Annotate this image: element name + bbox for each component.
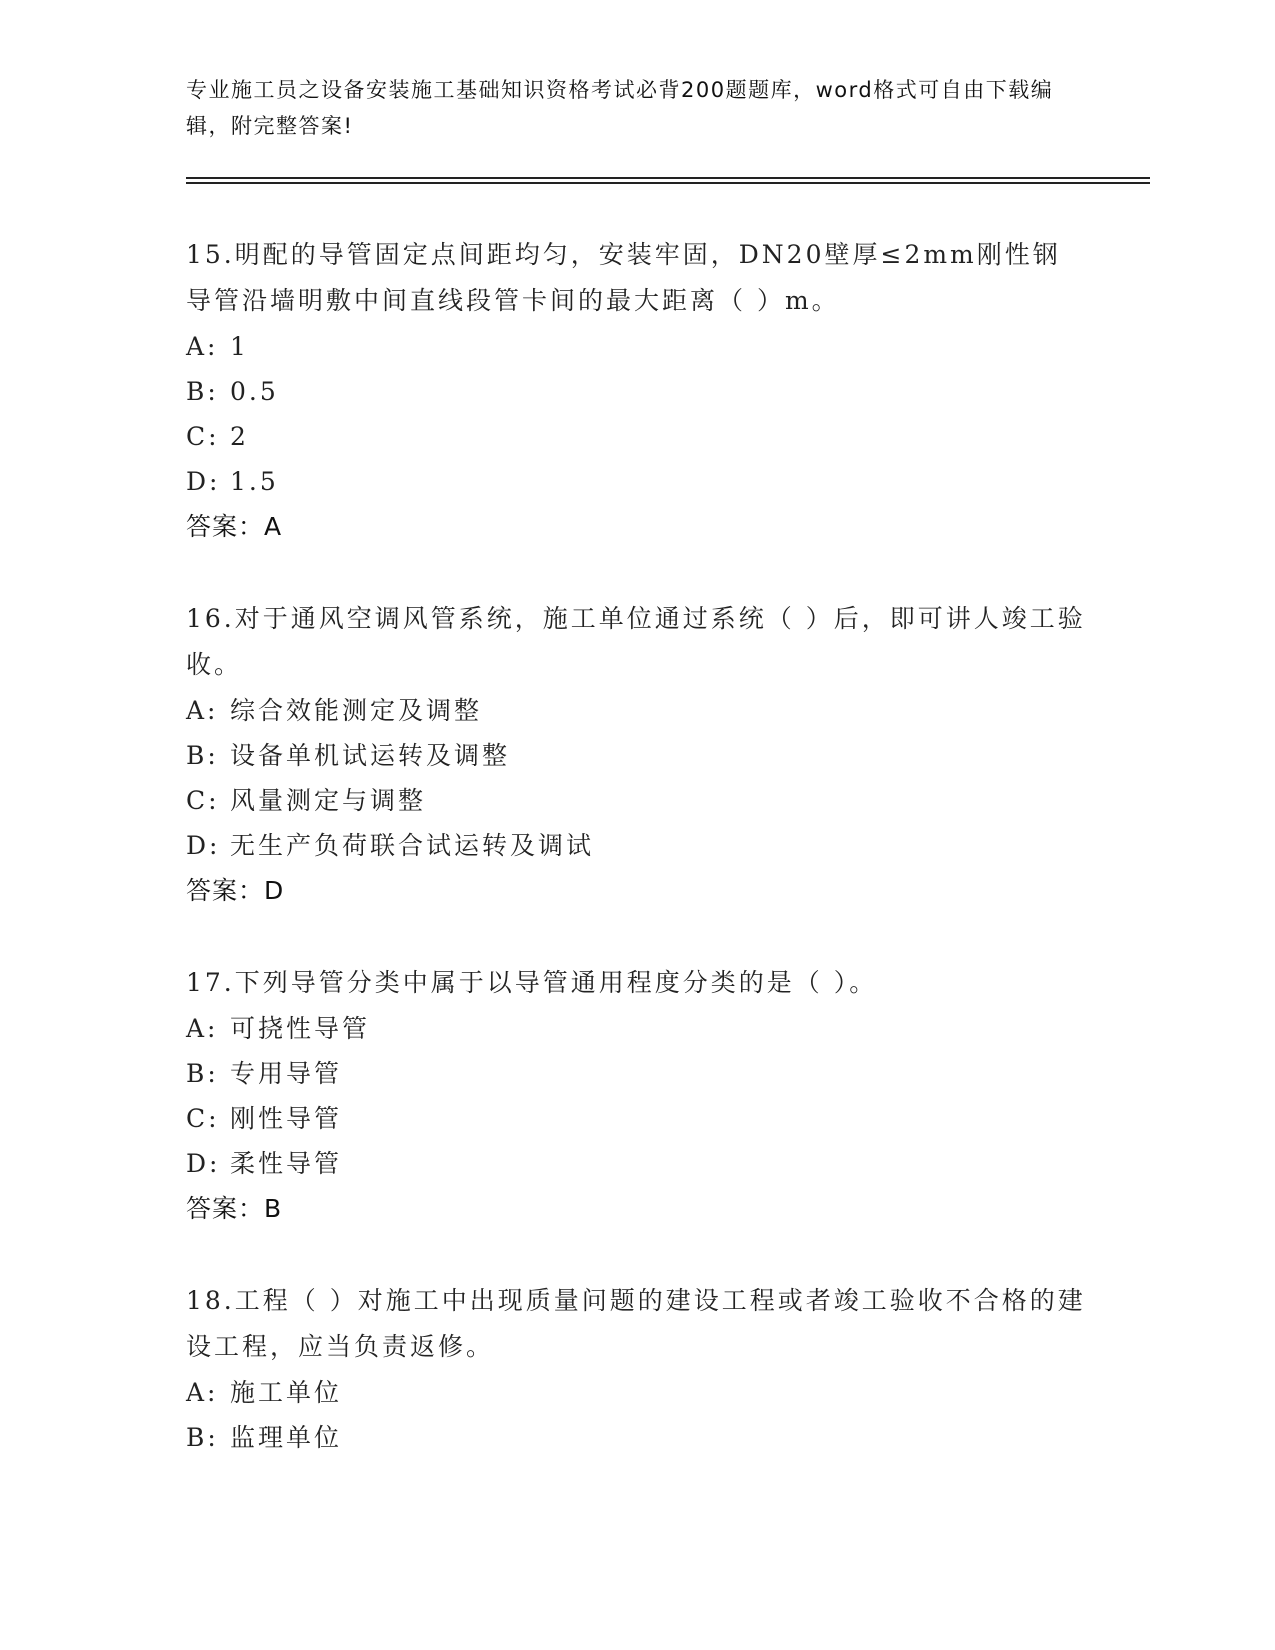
question-stem: 15.明配的导管固定点间距均匀，安装牢固，DN20壁厚≤2mm刚性钢导管沿墙明敷中间直线段管卡间的最大距离（ ）m。 [186,240,1061,315]
question-18 [186,1278,1086,1460]
answer-line: 答案：B [186,1194,283,1223]
option-a [186,688,1086,733]
answer-line: 答案：A [186,512,283,541]
option-b [186,1051,1086,1096]
question-stem: 17.下列导管分类中属于以导管通用程度分类的是（ ）。 [186,968,878,997]
question-16 [186,596,1086,914]
option-b [186,733,1086,778]
option-a [186,1006,1086,1051]
option-text: 无生产负荷联合试运转及调试 [230,831,595,860]
option-letter: A: [186,696,219,725]
option-text: 柔性导管 [230,1149,343,1178]
question-stem: 18.工程（ ）对施工中出现质量问题的建设工程或者竣工验收不合格的建设工程，应当负责返修。 [186,1286,1086,1361]
header-note: 专业施工员之设备安装施工基础知识资格考试必背200题题库，word格式可自由下载编辑，附完整答案! [186,78,1054,138]
question-17 [186,960,1086,1232]
option-text: 刚性导管 [230,1104,343,1133]
option-letter: C: [186,422,220,451]
option-a [186,324,1086,369]
option-text: 设备单机试运转及调整 [230,741,511,770]
option-c [186,414,1086,459]
option-d [186,1141,1086,1186]
option-letter: A: [186,1014,219,1043]
option-letter: C: [186,786,220,815]
option-b [186,1415,1086,1460]
answer-line: 答案：D [186,876,285,905]
option-letter: C: [186,1104,220,1133]
option-b [186,369,1086,414]
option-text: 0.5 [230,377,279,406]
option-letter: A: [186,332,219,361]
option-text: 综合效能测定及调整 [230,696,483,725]
question-15 [186,232,1086,550]
option-c [186,778,1086,823]
option-letter: B: [186,1423,219,1452]
option-text: 可挠性导管 [230,1014,371,1043]
option-a [186,1370,1086,1415]
option-d [186,459,1086,504]
option-letter: D: [186,831,221,860]
option-text: 专用导管 [230,1059,343,1088]
option-text: 2 [230,422,249,451]
question-list [186,232,1086,1506]
option-text: 1.5 [230,467,279,496]
option-text: 施工单位 [230,1378,343,1407]
option-letter: D: [186,467,221,496]
option-d [186,823,1086,868]
option-letter: B: [186,377,219,406]
option-text: 监理单位 [230,1423,343,1452]
header-divider-top [186,177,1150,179]
option-text: 风量测定与调整 [230,786,427,815]
question-stem: 16.对于通风空调风管系统，施工单位通过系统（ ）后，即可讲人竣工验收。 [186,604,1086,679]
header-divider-bottom [186,182,1150,184]
option-c [186,1096,1086,1141]
option-letter: B: [186,1059,219,1088]
option-letter: D: [186,1149,221,1178]
option-letter: A: [186,1378,219,1407]
option-letter: B: [186,741,219,770]
option-text: 1 [230,332,249,361]
